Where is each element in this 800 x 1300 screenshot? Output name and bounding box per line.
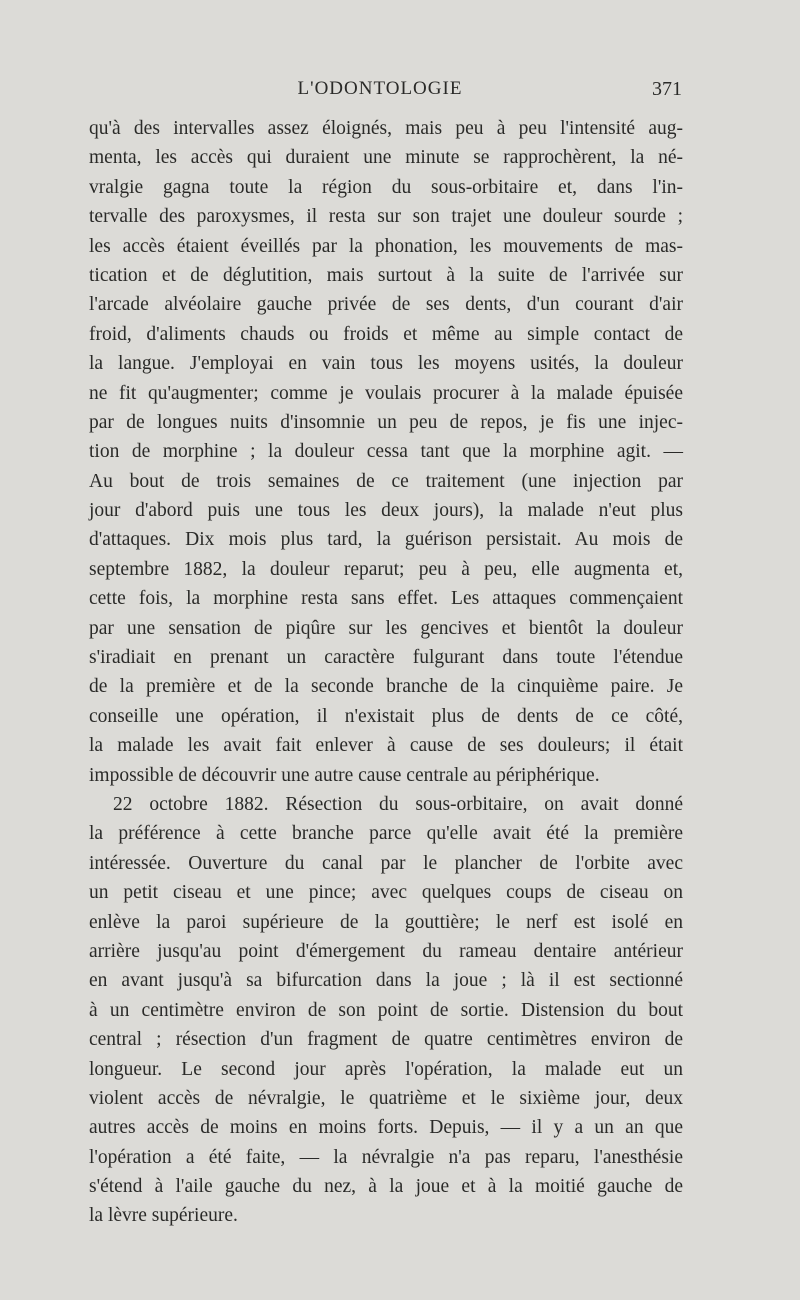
text-line: la préférence à cette branche parce qu'elle avait été la première xyxy=(89,823,683,845)
text-line: tication et de déglutition, mais surtout à la suite de l'arrivée sur xyxy=(89,264,683,286)
text-line: septembre 1882, la douleur reparut; peu à peu, elle augmenta et, xyxy=(89,558,683,580)
text-line: conseille une opération, il n'existait plus de dents de ce côté, xyxy=(89,705,683,727)
text-line: l'arcade alvéolaire gauche privée de ses dents, d'un courant d'air xyxy=(89,294,683,316)
text-line: tervalle des paroxysmes, il resta sur son trajet une douleur sourde ; xyxy=(89,206,683,228)
text-line: par une sensation de piqûre sur les gencives et bientôt la douleur xyxy=(89,617,683,639)
text-line: menta, les accès qui duraient une minute se rapprochèrent, la né- xyxy=(89,147,683,169)
text-line: impossible de découvrir une autre cause centrale au périphérique. xyxy=(89,764,600,786)
running-header xyxy=(0,78,800,102)
text-line: la malade les avait fait enlever à cause de ses douleurs; il était xyxy=(89,735,683,757)
text-line: intéressée. Ouverture du canal par le plancher de l'orbite avec xyxy=(89,852,683,874)
text-line: autres accès de moins en moins forts. Depuis, — il y a un an que xyxy=(89,1117,683,1139)
page-number: 371 xyxy=(652,78,682,100)
text-line: violent accès de névralgie, le quatrième et le sixième jour, deux xyxy=(89,1087,683,1109)
text-line: les accès étaient éveillés par la phonation, les mouvements de mas- xyxy=(89,235,683,257)
text-line: froid, d'aliments chauds ou froids et même au simple contact de xyxy=(89,323,683,345)
text-line: l'opération a été faite, — la névralgie n'a pas reparu, l'anesthésie xyxy=(89,1146,683,1168)
text-line: 22 octobre 1882. Résection du sous-orbitaire, on avait donné xyxy=(113,793,683,815)
text-line: cette fois, la morphine resta sans effet. Les attaques commençaient xyxy=(89,588,683,610)
text-line: en avant jusqu'à sa bifurcation dans la joue ; là il est sectionné xyxy=(89,970,683,992)
text-line: jour d'abord puis une tous les deux jours), la malade n'eut plus xyxy=(89,500,683,522)
text-line: s'iradiait en prenant un caractère fulgurant dans toute l'étendue xyxy=(89,647,683,669)
text-line: longueur. Le second jour après l'opération, la malade eut un xyxy=(89,1058,683,1080)
text-line: arrière jusqu'au point d'émergement du rameau dentaire antérieur xyxy=(89,940,683,962)
text-line: s'étend à l'aile gauche du nez, à la joue et à la moitié gauche de xyxy=(89,1176,683,1198)
text-line: qu'à des intervalles assez éloignés, mais peu à peu l'intensité aug- xyxy=(89,118,683,139)
running-title: L'ODONTOLOGIE xyxy=(297,78,463,99)
text-line: de la première et de la seconde branche de la cinquième paire. Je xyxy=(89,676,683,698)
text-line: la langue. J'employai en vain tous les moyens usités, la douleur xyxy=(89,353,683,375)
text-line: tion de morphine ; la douleur cessa tant que la morphine agit. — xyxy=(89,441,683,463)
body-text xyxy=(89,114,683,1231)
text-line: à un centimètre environ de son point de sortie. Distension du bout xyxy=(89,999,683,1021)
text-line: un petit ciseau et une pince; avec quelques coups de ciseau on xyxy=(89,882,683,904)
text-line: Au bout de trois semaines de ce traitement (une injection par xyxy=(89,470,683,492)
text-line: la lèvre supérieure. xyxy=(89,1205,238,1227)
text-line: d'attaques. Dix mois plus tard, la guérison persistait. Au mois de xyxy=(89,529,683,551)
text-line: central ; résection d'un fragment de quatre centimètres environ de xyxy=(89,1029,683,1051)
text-line: ne fit qu'augmenter; comme je voulais procurer à la malade épuisée xyxy=(89,382,683,404)
text-line: par de longues nuits d'insomnie un peu de repos, je fis une injec- xyxy=(89,411,683,433)
text-line: vralgie gagna toute la région du sous-orbitaire et, dans l'in- xyxy=(89,176,683,198)
text-line: enlève la paroi supérieure de la gouttière; le nerf est isolé en xyxy=(89,911,683,933)
